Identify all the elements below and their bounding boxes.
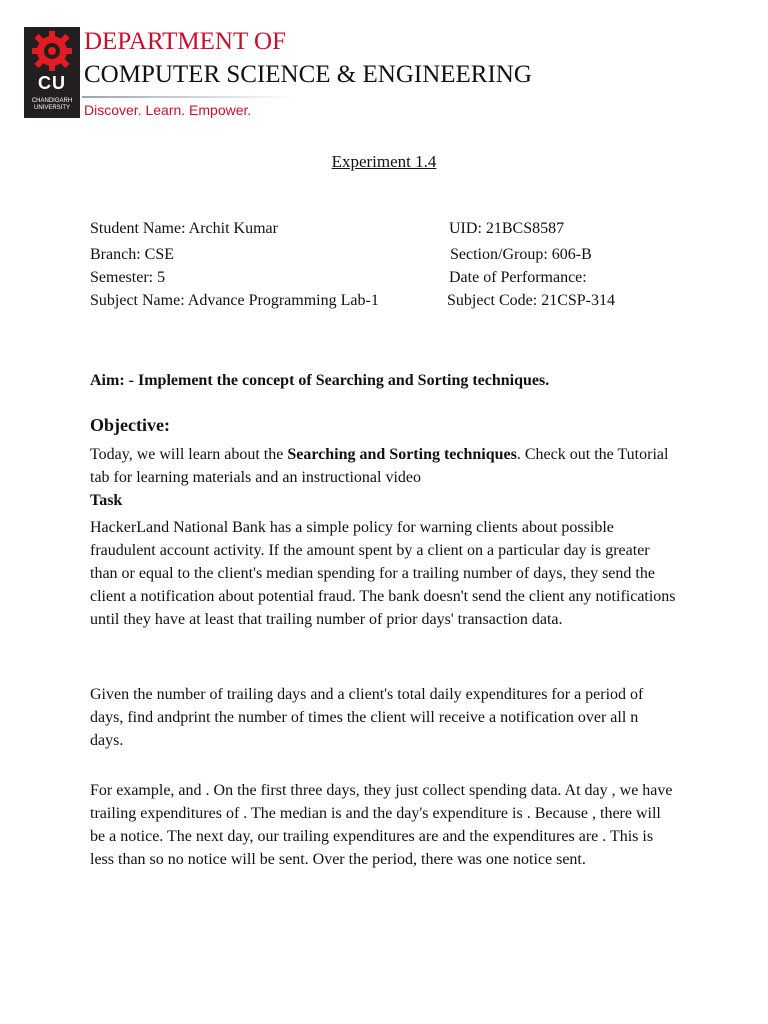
- subject-code: Subject Code: 21CSP-314: [447, 292, 616, 309]
- logo-university-text: CHANDIGARH UNIVERSITY: [31, 98, 73, 111]
- task-paragraph-3: For example, and . On the first three days, they just collect spending data. At day , we have trailing expenditures of . The median is and the day's expenditure is . Because , there will be a notice. The next day, our trailing expenditures are and the expenditures are . This is less than so no notice will be sent. Over the period, there was one notice sent.: [90, 782, 673, 868]
- gear-emblem-icon: [24, 27, 80, 75]
- branch: Branch: CSE: [90, 246, 174, 263]
- university-logo: [24, 27, 80, 118]
- subject-name: Subject Name: Advance Programming Lab-1: [90, 292, 379, 309]
- task-paragraph-1: HackerLand National Bank has a simple policy for warning clients about possible fraudulent account activity. If the amount spent by a client on a particular day is greater than or equal to the client's median spending for a trailing number of days, they send the client a notification about potential fraud. The bank doesn't send the client any notifications until they have at least that trailing number of prior days' transaction data.: [90, 519, 676, 628]
- objective-text-end: . Check out the Tutorial tab for learning materials and an instructional video: [90, 446, 669, 486]
- section-group: Section/Group: 606-B: [450, 246, 592, 263]
- objective-heading: Objective:: [90, 415, 170, 435]
- task-paragraph-2: Given the number of trailing days and a client's total daily expenditures for a period of days, find andprint the number of times the client will receive a notification over all n days.: [90, 686, 644, 749]
- department-title: DEPARTMENT OF: [84, 28, 287, 55]
- date-of-performance: Date of Performance:: [449, 269, 587, 286]
- student-name: Student Name: Archit Kumar: [90, 220, 278, 237]
- task-heading: Task: [90, 492, 123, 509]
- tagline: Discover. Learn. Empower.: [84, 102, 252, 118]
- department-subtitle: COMPUTER SCIENCE & ENGINEERING: [84, 61, 532, 88]
- student-uid: UID: 21BCS8587: [449, 220, 565, 237]
- aim-statement: Aim: - Implement the concept of Searching and Sorting techniques.: [90, 372, 550, 389]
- objective-text-bold: Searching and Sorting techniques: [287, 446, 517, 463]
- experiment-title: Experiment 1.4: [331, 152, 437, 171]
- objective-text: [90, 443, 680, 489]
- objective-text-start: Today, we will learn about the: [90, 446, 288, 463]
- logo-cu-text: CU: [38, 73, 66, 93]
- semester: Semester: 5: [90, 269, 166, 286]
- header-divider: [82, 96, 297, 98]
